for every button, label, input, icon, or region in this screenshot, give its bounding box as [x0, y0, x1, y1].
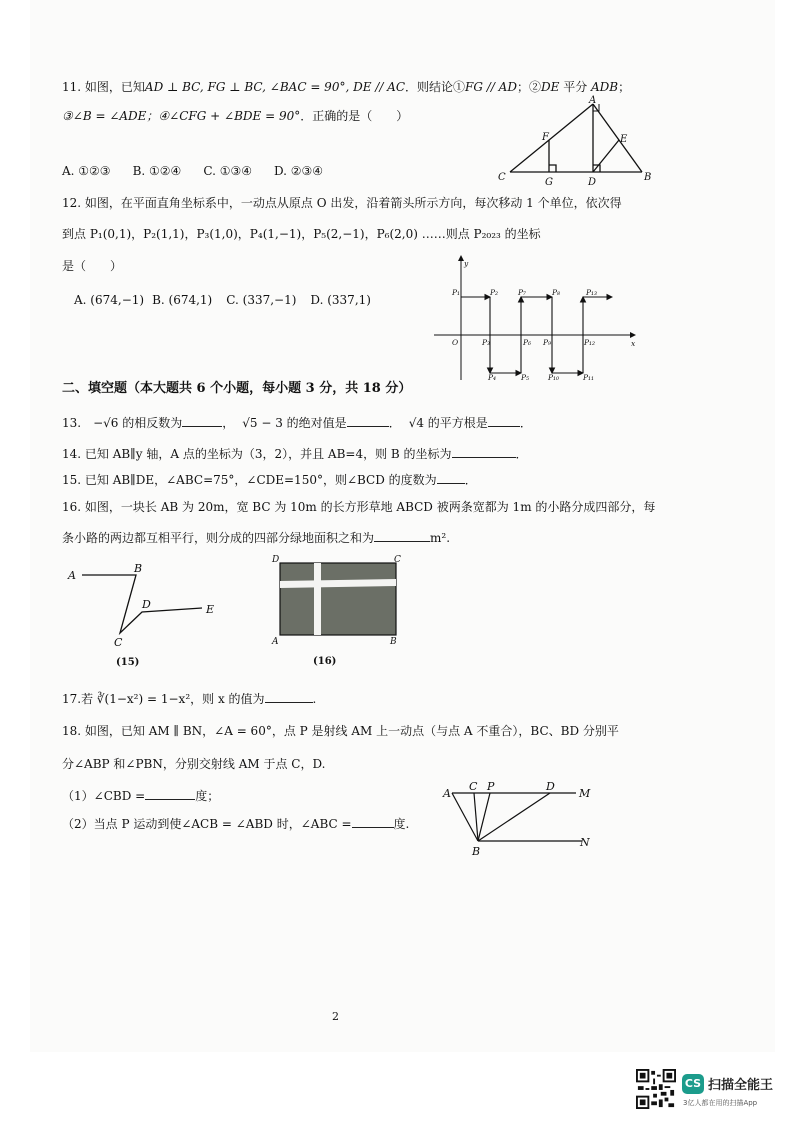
fig15-caption: (15) [116, 657, 140, 668]
q18-line2: 分∠ABP 和∠PBN，分别交射线 AM 于点 C，D. [62, 757, 326, 771]
fig11-label-F: F [542, 132, 549, 143]
label-y: y [464, 259, 469, 268]
q16-blank[interactable] [374, 529, 430, 542]
q13-blank-2[interactable] [347, 414, 389, 427]
fig16-lawn [268, 553, 408, 669]
fig11-label-A: A [589, 95, 597, 106]
q14: 14. 已知 AB∥y 轴，A 点的坐标为（3，2），并且 AB=4，则 B 的坐标为 ． [62, 447, 528, 461]
label-x: x [631, 339, 636, 348]
fig16-label-B: B [390, 637, 397, 647]
q13-blank-3[interactable] [488, 414, 520, 427]
fig11-label-C: C [498, 172, 506, 183]
page-number: 2 [332, 1010, 339, 1023]
label-p3: P₃ [482, 338, 491, 347]
q15-blank[interactable] [437, 471, 465, 484]
fig18-label-P: P [487, 780, 495, 793]
fig16-label-D: D [272, 555, 280, 565]
q12-line1: 12. 如图，在平面直角坐标系中，一动点从原点 O 出发，沿着箭头所示方向，每次移动 1 个单位，依次得 [62, 196, 622, 210]
label-p1: P₁ [452, 288, 461, 297]
label-p6: P₆ [523, 338, 532, 347]
label-p7: P₇ [518, 288, 527, 297]
q12-line2: 到点 P₁(0,1)，P₂(1,1)，P₃(1,0)，P₄(1,−1)，P₅(2,−1)，P₆(2,0) ……则点 P₂₀₂₃ 的坐标 [62, 227, 541, 241]
fig11-label-D: D [588, 177, 597, 188]
q12-coordinate-figure [430, 250, 640, 385]
fig11-label-G: G [545, 177, 553, 188]
q14-blank[interactable] [452, 445, 516, 458]
q15: 15. 已知 AB∥DE，∠ABC=75°，∠CDE=150°，则∠BCD 的度数为 ． [62, 473, 477, 487]
lawn-rectangle [280, 563, 396, 635]
fig15-label-D: D [142, 598, 151, 611]
q18-blank-1[interactable] [145, 787, 195, 800]
q17: 17.若 ∛(1−x²) = 1−x²，则 x 的值为 . [62, 692, 317, 706]
fig16-label-A: A [272, 637, 279, 647]
q18-blank-2[interactable] [352, 815, 394, 828]
q13-blank-1[interactable] [182, 414, 222, 427]
q12-line3: 是（ ） [62, 259, 123, 273]
fig15-label-B: B [134, 562, 143, 575]
q18-sub2: （2）当点 P 运动到使∠ACB = ∠ABD 时，∠ABC = 度. [62, 817, 410, 831]
q18-sub1: （1）∠CBD = 度； [62, 789, 220, 803]
q17-blank[interactable] [265, 690, 313, 703]
label-p9: P₉ [543, 338, 552, 347]
label-p10: P₁₀ [548, 373, 560, 382]
fig18-label-M: M [579, 787, 591, 800]
q11-options: A. ①②③ B. ①②④ C. ①③④ D. ②③④ [62, 164, 324, 178]
qr-code-icon [636, 1069, 676, 1109]
fig11-label-E: E [620, 134, 628, 145]
label-p5: P₅ [521, 373, 530, 382]
fig18-label-N: N [580, 836, 590, 849]
fig16-label-C: C [394, 555, 401, 565]
label-p13: P₁₃ [586, 288, 598, 297]
label-p2: P₂ [490, 288, 499, 297]
q11-line1: 11. 如图，已知AD ⊥ BC, FG ⊥ BC, ∠BAC = 90°, DE // AC．则结论①FG // AD；②DE 平分 ADB； [62, 80, 631, 94]
camscanner-name: 扫描全能王 [708, 1078, 774, 1093]
fig11-label-B: B [644, 172, 652, 183]
q11-triangle-figure [496, 92, 656, 188]
q16-line1: 16. 如图，一块长 AB 为 20m，宽 BC 为 10m 的长方形草地 ABCD 被两条宽都为 1m 的小路分成四部分，每 [62, 500, 656, 514]
label-origin: O [452, 338, 459, 347]
camscanner-logo: CS [682, 1074, 704, 1094]
fig18-label-B: B [472, 845, 481, 858]
fig15-label-E: E [206, 603, 215, 616]
q18-figure [440, 778, 600, 860]
q18-line1: 18. 如图，已知 AM ∥ BN，∠A = 60°，点 P 是射线 AM 上一动点（与点 A 不重合），BC、BD 分别平 [62, 724, 619, 738]
path-vertical [314, 563, 321, 635]
label-p11: P₁₁ [583, 373, 595, 382]
fig15-polyline [62, 560, 232, 670]
q11-line2: ③∠B = ∠ADE；④∠CFG + ∠BDE = 90°．正确的是（ ） [62, 109, 409, 123]
fig18-label-D: D [546, 780, 555, 793]
fig15-label-A: A [68, 569, 76, 582]
q12-options: A. (674,−1) B. (674,1) C. (337,−1) D. (337,1) [74, 293, 371, 307]
camscanner-tagline: 3亿人都在用的扫描App [683, 1099, 758, 1107]
fig15-label-C: C [114, 636, 123, 649]
scanned-page [30, 0, 775, 1052]
fig18-label-A: A [443, 787, 451, 800]
label-p4: P₄ [488, 373, 497, 382]
section-fill-in-heading: 二、填空题（本大题共 6 个小题，每小题 3 分，共 18 分） [62, 381, 412, 396]
label-p8: P₈ [552, 288, 561, 297]
q13: 13. −√6 的相反数为 ， √5 − 3 的绝对值是 ． √4 的平方根是 ． [62, 416, 532, 430]
fig18-label-C: C [469, 780, 478, 793]
label-p12: P₁₂ [584, 338, 596, 347]
fig16-caption: (16) [313, 656, 337, 667]
q16-line2: 条小路的两边都互相平行，则分成的四部分绿地面积之和为 m². [62, 531, 451, 545]
